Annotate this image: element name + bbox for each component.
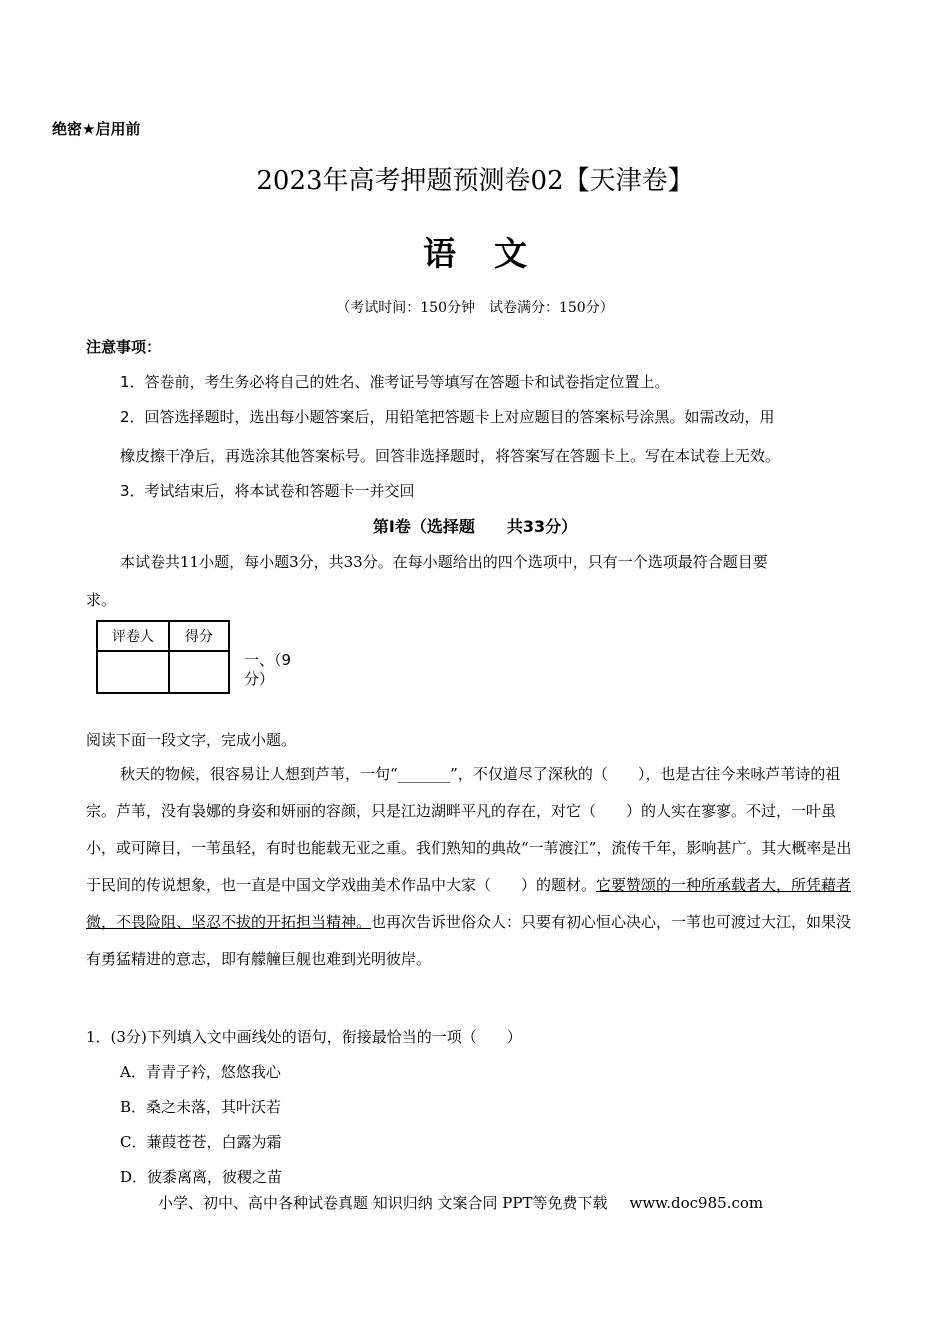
score-table-cell-score — [169, 651, 229, 693]
exam-info: （考试时间：150分钟 试卷满分：150分） — [336, 300, 614, 316]
passage-text-before: 秋天的物候，很容易让人想到芦苇，一句“_______”，不仅道尽了深秋的（ ），也是古往今来咏芦苇诗的祖宗。芦苇，没有袅娜的身姿和妍丽的容颜，只是江边湖畔平凡的存在，对它（ ）的人实在寥寥。不过，一叶虽小，或可障目，一苇虽轻，有时也能载无亚之重。我们熟知的典故“一苇渡江”，流传千年，影响甚广。其大概率是出于民间的传说想象，也一直是中国文学戏曲美术作品中大家（ ）的题材。 — [86, 765, 852, 894]
notice-item-3: 3．考试结束后，将本试卷和答题卡一并交回 — [120, 482, 415, 500]
section-title: 第Ⅰ卷（选择题 共33分） — [372, 517, 578, 536]
passage-text-after: 也再次告诉世俗众人：只要有初心恒心决心，一苇也可渡过大江，如果没有勇猛精进的意志，即有艨艟巨舰也难到光明彼岸。 — [86, 913, 852, 968]
footer-description: 小学、初中、高中各种试卷真题 知识归纳 文案合同 PPT等免费下载 — [158, 1194, 608, 1212]
footer-text — [158, 1192, 763, 1213]
score-table-header-grader: 评卷人 — [97, 621, 169, 651]
part-label: 一、（9分） — [244, 651, 292, 688]
footer-site-link[interactable]: www.doc985.com — [629, 1194, 764, 1212]
question-1-option-b: B．桑之未落，其叶沃若 — [120, 1098, 282, 1116]
exam-title: 2023年高考押题预测卷02【天津卷】 — [256, 166, 694, 196]
score-table-cell-grader — [97, 651, 169, 693]
reading-passage — [86, 756, 860, 978]
question-1-option-d: D．彼黍离离，彼稷之苗 — [120, 1168, 283, 1186]
notice-item-2-line-1: 2．回答选择题时，选出每小题答案后，用铅笔把答题卡上对应题目的答案标号涂黑。如需改动，用 — [120, 408, 775, 426]
subject-title: 语文 — [423, 234, 565, 273]
score-table-header-score: 得分 — [169, 621, 229, 651]
reading-instruction: 阅读下面一段文字，完成小题。 — [86, 731, 297, 749]
question-1-option-c: C．蒹葭苍苍，白露为霜 — [120, 1133, 282, 1151]
secret-label: 绝密★启用前 — [52, 120, 141, 138]
section-intro-line-2: 求。 — [86, 591, 117, 609]
section-intro-line-1: 本试卷共11小题，每小题3分，共33分。在每小题给出的四个选项中，只有一个选项最符合题目要 — [120, 553, 768, 571]
question-1-stem: 1．(3分)下列填入文中画线处的语句，衔接最恰当的一项（ ） — [86, 1028, 522, 1046]
passage-underlined-sentence: 它要赞颂的一种所承载者大，所凭藉者微，不畏险阻、坚忍不拔的开拓担当精神。 — [86, 876, 852, 931]
notice-heading: 注意事项： — [86, 338, 162, 356]
notice-item-2-line-2: 橡皮擦干净后，再选涂其他答案标号。回答非选择题时，将答案写在答题卡上。写在本试卷上无效。 — [120, 447, 781, 465]
notice-item-1: 1．答卷前，考生务必将自己的姓名、准考证号等填写在答题卡和试卷指定位置上。 — [120, 373, 670, 391]
question-1-option-a: A．青青子衿，悠悠我心 — [120, 1063, 281, 1081]
score-table — [96, 620, 230, 694]
